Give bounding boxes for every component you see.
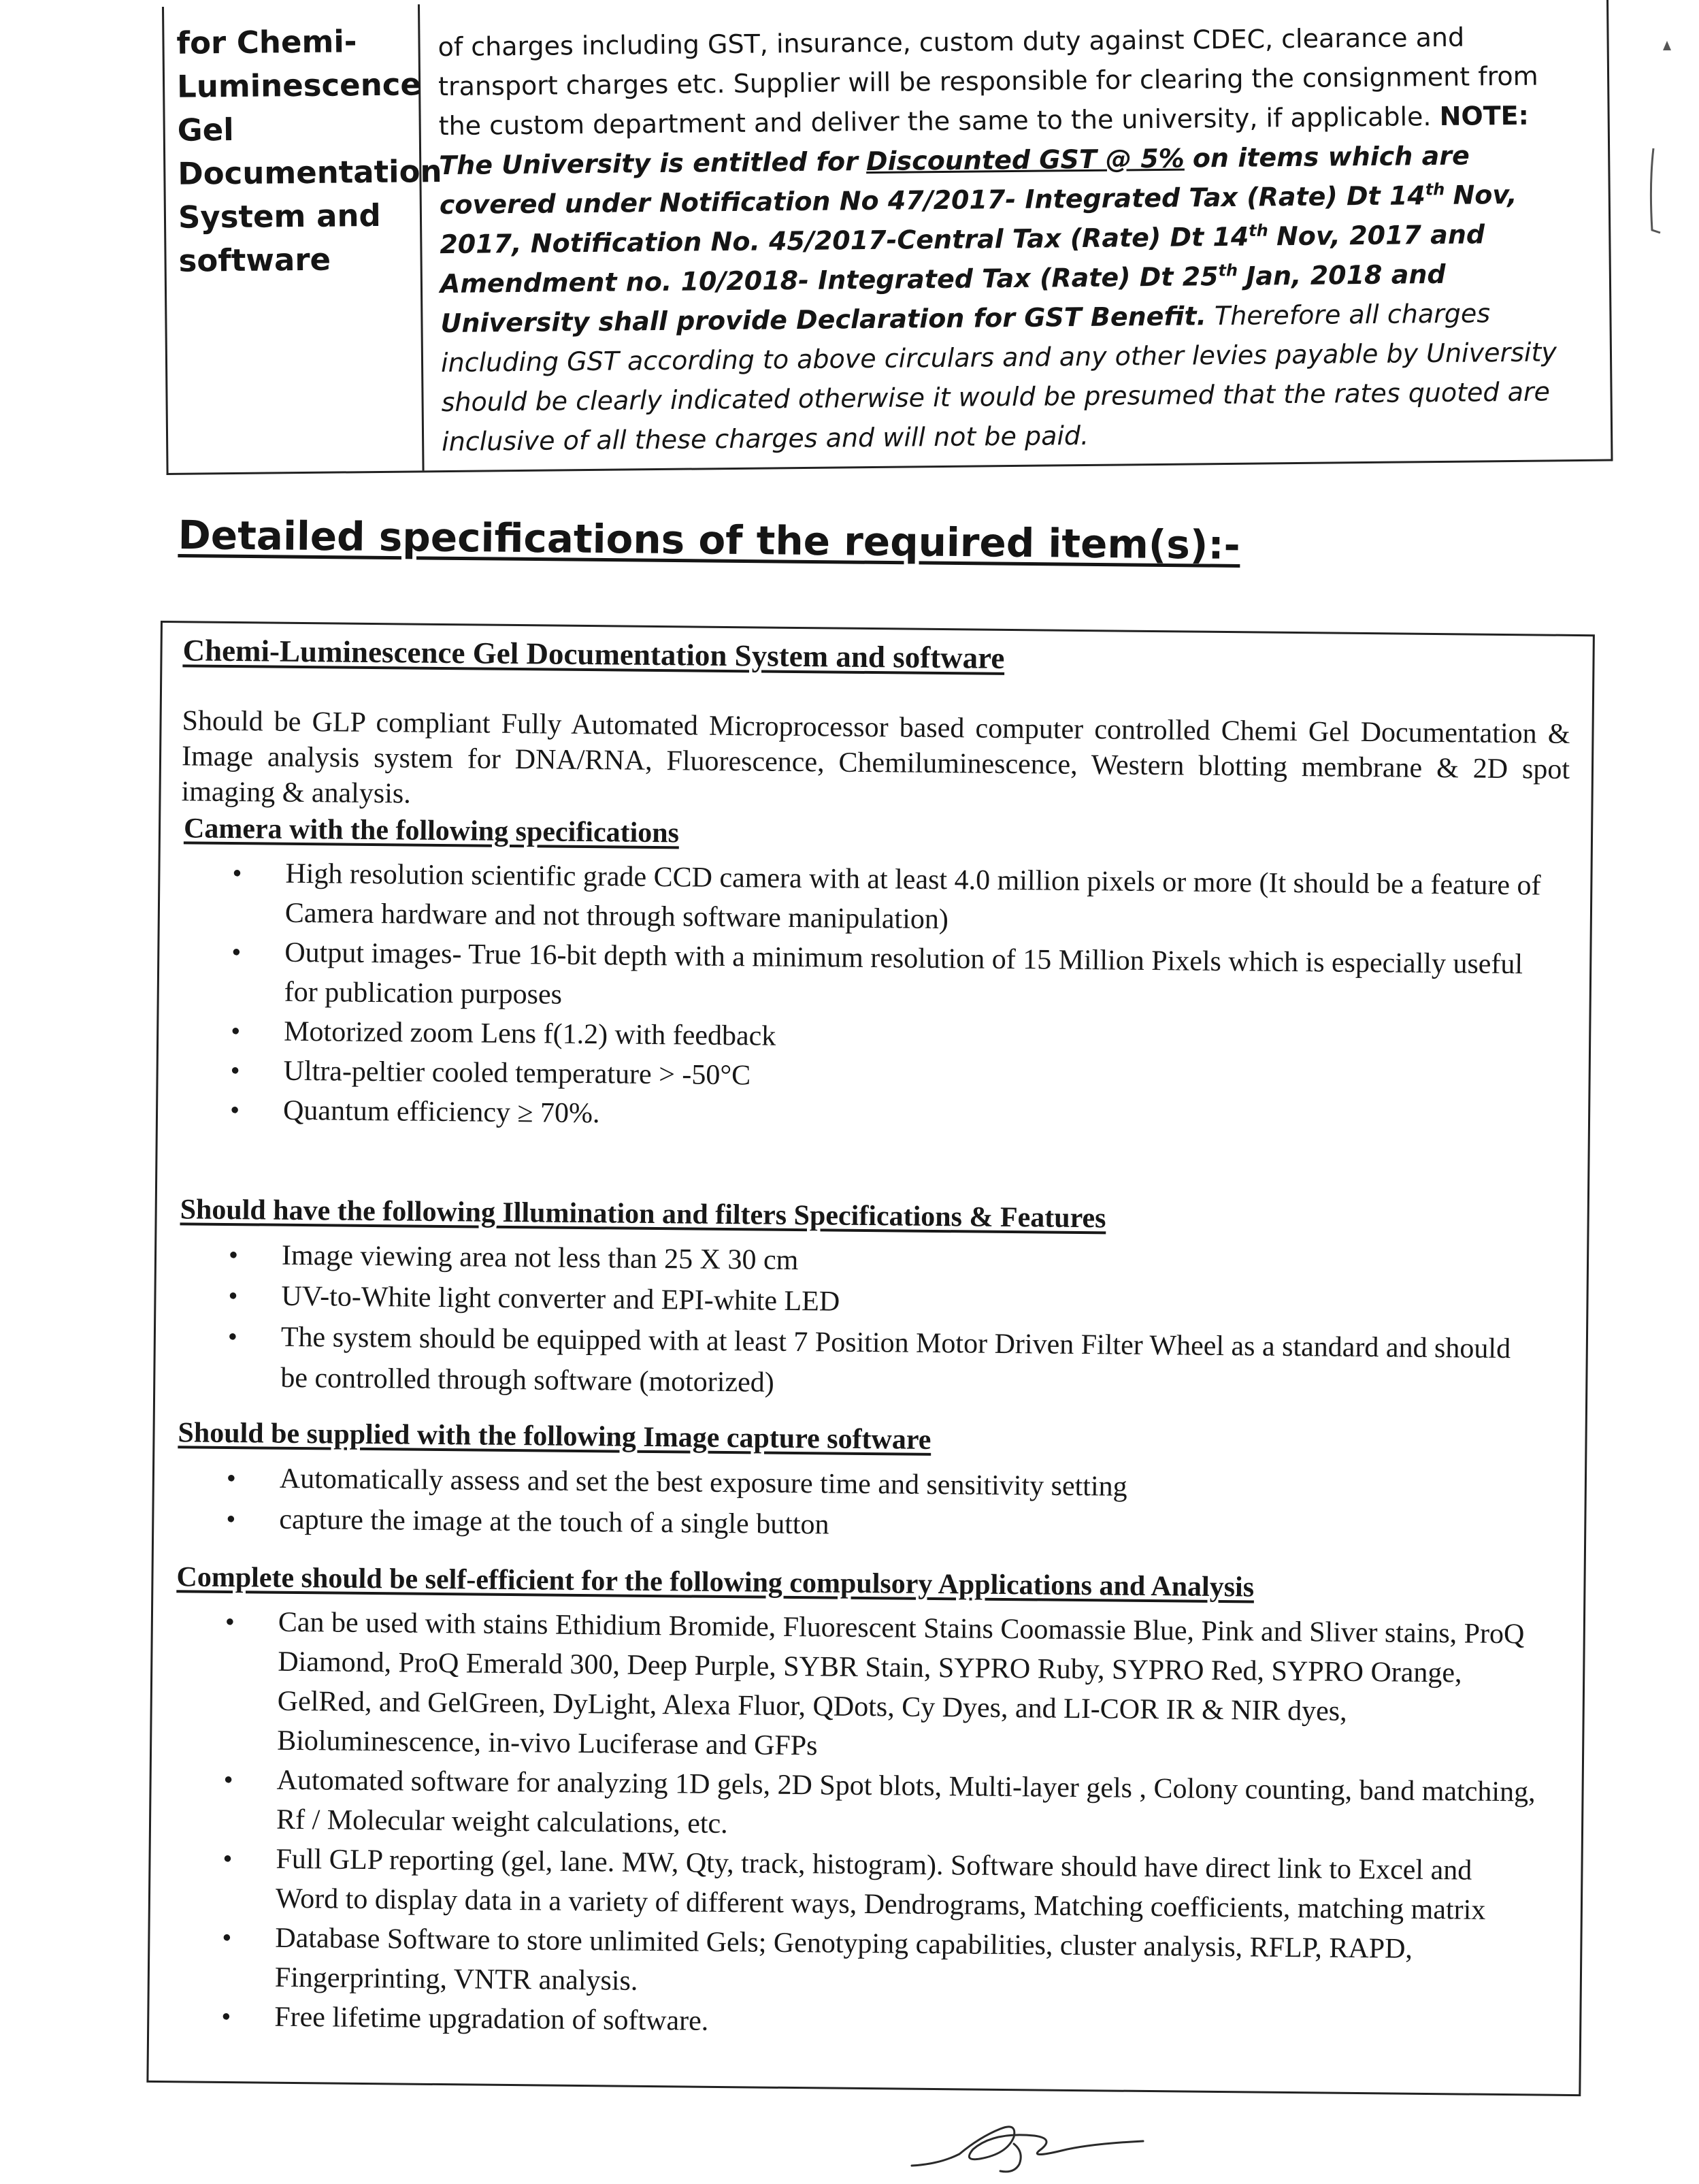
applications-list <box>172 1601 1537 2049</box>
list-item-text: Can be used with stains Ethidium Bromide, Fluorescent Stains Coomassie Blue, Pink and Sliver stains, ProQ Diamond, ProQ Emerald 300, Deep Purple, SYBR Stain, SYPRO Ruby, SYPRO Red, SYPRO Orange, GelRed, and GelGreen, DyLight, Alexa Fluor, QDots, Cy Dyes, and LI-COR IR & NIR dyes, Bioluminescence, in-vivo Luciferase and GFPs <box>276 1606 1525 1762</box>
bullet-icon: • <box>231 1015 241 1047</box>
bullet-icon: • <box>222 1921 232 1953</box>
applications-heading: Complete should be self-efficient for the following compulsory Applications and Analysis <box>176 1561 1255 1603</box>
list-item-text: Database Software to store unlimited Gels; Genotyping capabilities, cluster analysis, RFLP, RAPD, Fingerprinting, VNTR analysis. <box>274 1922 1413 1997</box>
camera-heading: Camera with the following specifications <box>183 813 680 849</box>
bullet-icon: • <box>226 1503 236 1535</box>
capture-software-list <box>177 1457 1538 1552</box>
charges-table <box>162 0 1613 475</box>
note-sup-c: th <box>1218 261 1238 280</box>
specification-box <box>146 621 1595 2096</box>
bullet-icon: • <box>230 1055 240 1086</box>
charges-cell <box>420 0 1611 470</box>
bullet-icon: • <box>231 936 242 968</box>
section-heading: Detailed specifications of the required item(s):- <box>178 512 1240 568</box>
list-item-text: Ultra-peltier cooled temperature > -50°C <box>283 1055 751 1092</box>
illumination-list <box>178 1234 1540 1410</box>
list-item-text: The system should be equipped with at least 7 Position Motor Driven Filter Wheel as a standard and should be controlled through software (motorized) <box>280 1321 1511 1399</box>
bullet-icon: • <box>232 858 242 889</box>
margin-bracket-icon <box>1645 143 1672 238</box>
list-item-text: Motorized zoom Lens f(1.2) with feedback <box>283 1015 776 1052</box>
illumination-heading: Should have the following Illumination and filters Specifications & Features <box>180 1194 1106 1235</box>
list-item-text: Automatically assess and set the best exposure time and sensitivity setting <box>279 1463 1127 1503</box>
charges-text: of charges including GST, insurance, custom duty against CDEC, clearance and transport charges etc. Supplier will be responsible for clearing the consignment from the custom department and deliver the same to the university, if applicable. <box>438 22 1538 142</box>
list-item <box>173 1917 1534 2009</box>
note-discounted-gst: Discounted GST @ 5% <box>865 143 1185 177</box>
signature-icon <box>898 2117 1157 2178</box>
item-name-cell: for Chemi-Luminescence Gel Documentation System and software <box>164 4 425 473</box>
bullet-icon: • <box>221 2000 231 2032</box>
note-part-3: Nov, 2017, Notification No. 45/2017-Central Tax (Rate) Dt 14 <box>440 179 1517 260</box>
spec-title: Chemi-Luminescence Gel Documentation System and software <box>182 633 1005 675</box>
list-item-text: UV-to-White light converter and EPI-white LED <box>281 1280 840 1318</box>
list-item <box>182 932 1543 1024</box>
list-item-text: Output images- True 16-bit depth with a minimum resolution of 15 Million Pixels which is especially useful for publication purposes <box>284 936 1523 1011</box>
note-part-5: Jan, 2018 and University shall provide Declaration for GST Benefit. <box>440 259 1446 339</box>
bullet-icon: • <box>222 1842 233 1874</box>
list-item-text: Automated software for analyzing 1D gels, 2D Spot blots, Multi-layer gels , Colony counting, band matching, Rf / Molecular weight calculations, etc. <box>276 1764 1536 1840</box>
bullet-icon: • <box>228 1239 239 1271</box>
note-sup-a: th <box>1425 180 1445 199</box>
note-part-4: Nov, 2017 and Amendment no. 10/2018- Integrated Tax (Rate) Dt 25 <box>440 219 1485 299</box>
bullet-icon: • <box>225 1606 235 1637</box>
list-item-text: Quantum efficiency ≥ 70%. <box>282 1094 600 1130</box>
list-item <box>178 1316 1540 1410</box>
list-item-text: Image viewing area not less than 25 X 30 cm <box>281 1239 799 1277</box>
camera-list <box>181 853 1545 1142</box>
bullet-icon: • <box>227 1320 238 1352</box>
bullet-icon: • <box>226 1462 237 1494</box>
list-item-text: Full GLP reporting (gel, lane. MW, Qty, track, histogram). Software should have direct link to Excel and Word to display data in a variety of different ways, Dendrograms, Matching coefficients, matching matrix <box>275 1843 1486 1926</box>
list-item <box>174 1838 1535 1930</box>
capture-software-heading: Should be supplied with the following Image capture software <box>178 1417 931 1456</box>
note-part-1: The University is entitled for <box>439 146 859 181</box>
list-item-text: High resolution scientific grade CCD camera with at least 4.0 million pixels or more (It should be a feature of Camera hardware and not through software manipulation) <box>284 858 1541 936</box>
bullet-icon: • <box>228 1280 238 1311</box>
spec-intro: Should be GLP compliant Fully Automated Microprocessor based computer controlled Chemi Gel Documentation & Image analysis system for DNA/RNA, Fluorescence, Chemiluminescence, Western blotting membrane & 2D spot imaging & analysis. <box>181 705 1570 810</box>
note-tail: Therefore all charges including GST according to above circulars and any other levies payable by University should be clearly indicated otherwise it would be presumed that the rates quoted are inclusive of all these charges and will not be paid. <box>440 298 1557 457</box>
list-item <box>175 1601 1537 1772</box>
list-item <box>174 1759 1536 1851</box>
scan-mark-icon <box>1653 34 1681 61</box>
note-label: NOTE: <box>1439 100 1529 131</box>
list-item-text: capture the image at the touch of a single button <box>279 1503 829 1541</box>
note-part-2: on items which are covered under Notification No 47/2017- Integrated Tax (Rate) Dt 14 <box>439 140 1470 221</box>
bullet-icon: • <box>223 1763 233 1795</box>
bullet-icon: • <box>229 1094 240 1126</box>
list-item <box>183 853 1545 945</box>
note-sup-b: th <box>1249 221 1268 241</box>
list-item-text: Free lifetime upgradation of software. <box>274 2001 709 2037</box>
